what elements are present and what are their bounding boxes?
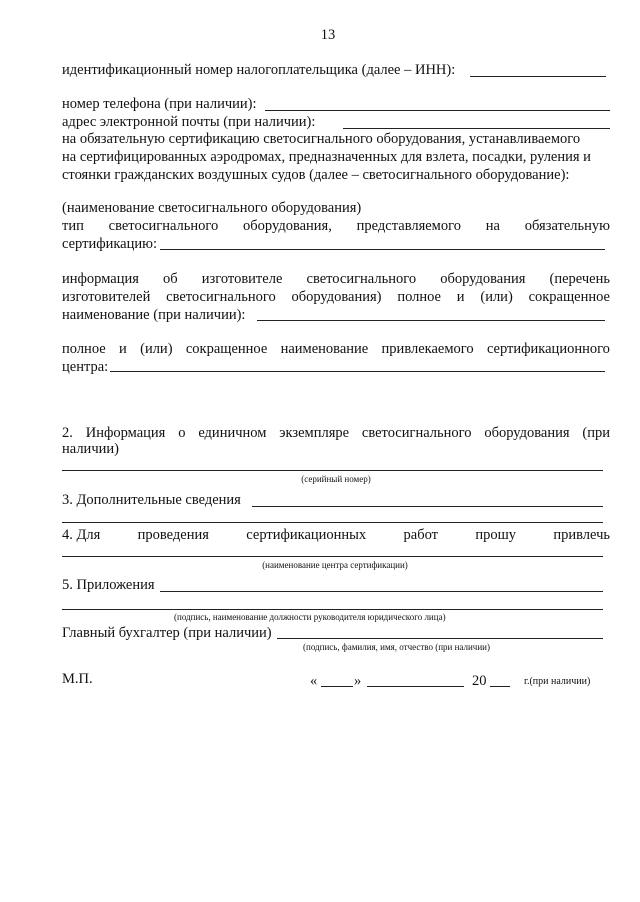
section-3-label: 3. Дополнительные сведения xyxy=(62,492,241,508)
manufacturer-line-1 xyxy=(62,270,610,288)
word: полное xyxy=(397,289,441,305)
word: привлекаемого xyxy=(381,341,474,357)
word: об xyxy=(163,271,178,287)
word: (перечень xyxy=(549,271,610,287)
stamp-place-label: М.П. xyxy=(62,671,93,687)
manufacturer-line-2 xyxy=(62,288,610,306)
word: информация xyxy=(62,271,139,287)
word: сокращенное xyxy=(185,341,268,357)
word: оборудования, xyxy=(243,218,332,234)
section-5-label: 5. Приложения xyxy=(62,577,155,593)
additional-info-field[interactable] xyxy=(252,506,603,507)
word: представляемого xyxy=(356,218,461,234)
year-suffix: г.(при наличии) xyxy=(524,676,591,687)
date-day-field[interactable] xyxy=(321,686,353,687)
center-field[interactable] xyxy=(110,371,605,372)
date-year-field[interactable] xyxy=(490,686,510,687)
equipment-name-label: (наименование светосигнального оборудования) xyxy=(62,200,362,216)
quote-close: » xyxy=(354,673,362,689)
center-label: центра: xyxy=(62,359,109,375)
center-line-1 xyxy=(62,340,610,358)
section-4-line xyxy=(62,526,610,544)
word: 2. xyxy=(62,425,73,441)
date-month-field[interactable] xyxy=(367,686,464,687)
accountant-caption: (подпись, фамилия, имя, отчество (при наличии) xyxy=(303,642,490,652)
word: привлечь xyxy=(553,527,610,543)
word: светосигнального xyxy=(306,271,417,287)
center-name-caption: (наименование центра сертификации) xyxy=(262,560,408,570)
word: светосигнального xyxy=(361,425,472,441)
word: светосигнального xyxy=(166,289,276,305)
equipment-type-line-1 xyxy=(62,217,610,235)
year-prefix: 20 xyxy=(472,673,487,689)
word: изготовителе xyxy=(201,271,283,287)
accountant-label: Главный бухгалтер (при наличии) xyxy=(62,625,272,641)
word: Информация xyxy=(85,425,166,441)
word: тип xyxy=(62,218,84,234)
word: светосигнального xyxy=(108,218,219,234)
word: сертификационных xyxy=(246,527,367,543)
manufacturer-field[interactable] xyxy=(257,320,605,321)
word: единичном xyxy=(198,425,267,441)
cert-text-line-1: на обязательную сертификацию светосигнального оборудования, устанавливаемого xyxy=(62,131,581,147)
word: (при xyxy=(582,425,610,441)
word: и xyxy=(456,289,465,305)
word: сокращенное xyxy=(528,289,610,305)
manufacturer-label: наименование (при наличии): xyxy=(62,307,246,323)
inn-label: идентификационный номер налогоплательщика (далее – ИНН): xyxy=(62,62,456,78)
word: изготовителей xyxy=(62,289,151,305)
word: и xyxy=(119,341,127,357)
equipment-type-field[interactable] xyxy=(160,249,605,250)
word: на xyxy=(485,218,500,234)
cert-text-line-2: на сертифицированных аэродромах, предназначенных для взлета, посадки, руления и xyxy=(62,149,591,165)
word: работ xyxy=(403,527,438,543)
word: полное xyxy=(62,341,106,357)
center-name-field[interactable] xyxy=(62,556,603,557)
word: оборудования xyxy=(440,271,526,287)
word: (или) xyxy=(480,289,513,305)
phone-label: номер телефона (при наличии): xyxy=(62,96,257,112)
inn-field[interactable] xyxy=(470,76,606,77)
phone-field[interactable] xyxy=(265,110,610,111)
section-2-line-2: наличии) xyxy=(62,441,119,457)
word: 4. Для xyxy=(62,527,101,543)
cert-text-line-3: стоянки гражданских воздушных судов (далее – светосигнального оборудование): xyxy=(62,167,570,183)
word: оборудования) xyxy=(291,289,382,305)
word: о xyxy=(178,425,186,441)
email-label: адрес электронной почты (при наличии): xyxy=(62,114,316,130)
word: (или) xyxy=(140,341,173,357)
word: экземпляре xyxy=(279,425,350,441)
signature-caption: (подпись, наименование должности руководителя юридического лица) xyxy=(174,612,446,622)
word: сертификационного xyxy=(486,341,610,357)
attachments-field[interactable] xyxy=(160,591,603,592)
page-number: 13 xyxy=(320,27,336,43)
accountant-field[interactable] xyxy=(277,638,603,639)
section-2-line-1 xyxy=(62,424,610,442)
word: прошу xyxy=(475,527,517,543)
additional-info-field-2[interactable] xyxy=(62,522,603,523)
serial-number-caption: (серийный номер) xyxy=(301,474,371,484)
serial-number-field[interactable] xyxy=(62,470,603,471)
email-field[interactable] xyxy=(343,128,610,129)
word: наименование xyxy=(280,341,369,357)
quote-open: « xyxy=(310,673,318,689)
word: оборудования xyxy=(484,425,570,441)
word: обязательную xyxy=(524,218,610,234)
word: проведения xyxy=(137,527,209,543)
signature-field[interactable] xyxy=(62,609,603,610)
equipment-type-label: сертификацию: xyxy=(62,236,158,252)
